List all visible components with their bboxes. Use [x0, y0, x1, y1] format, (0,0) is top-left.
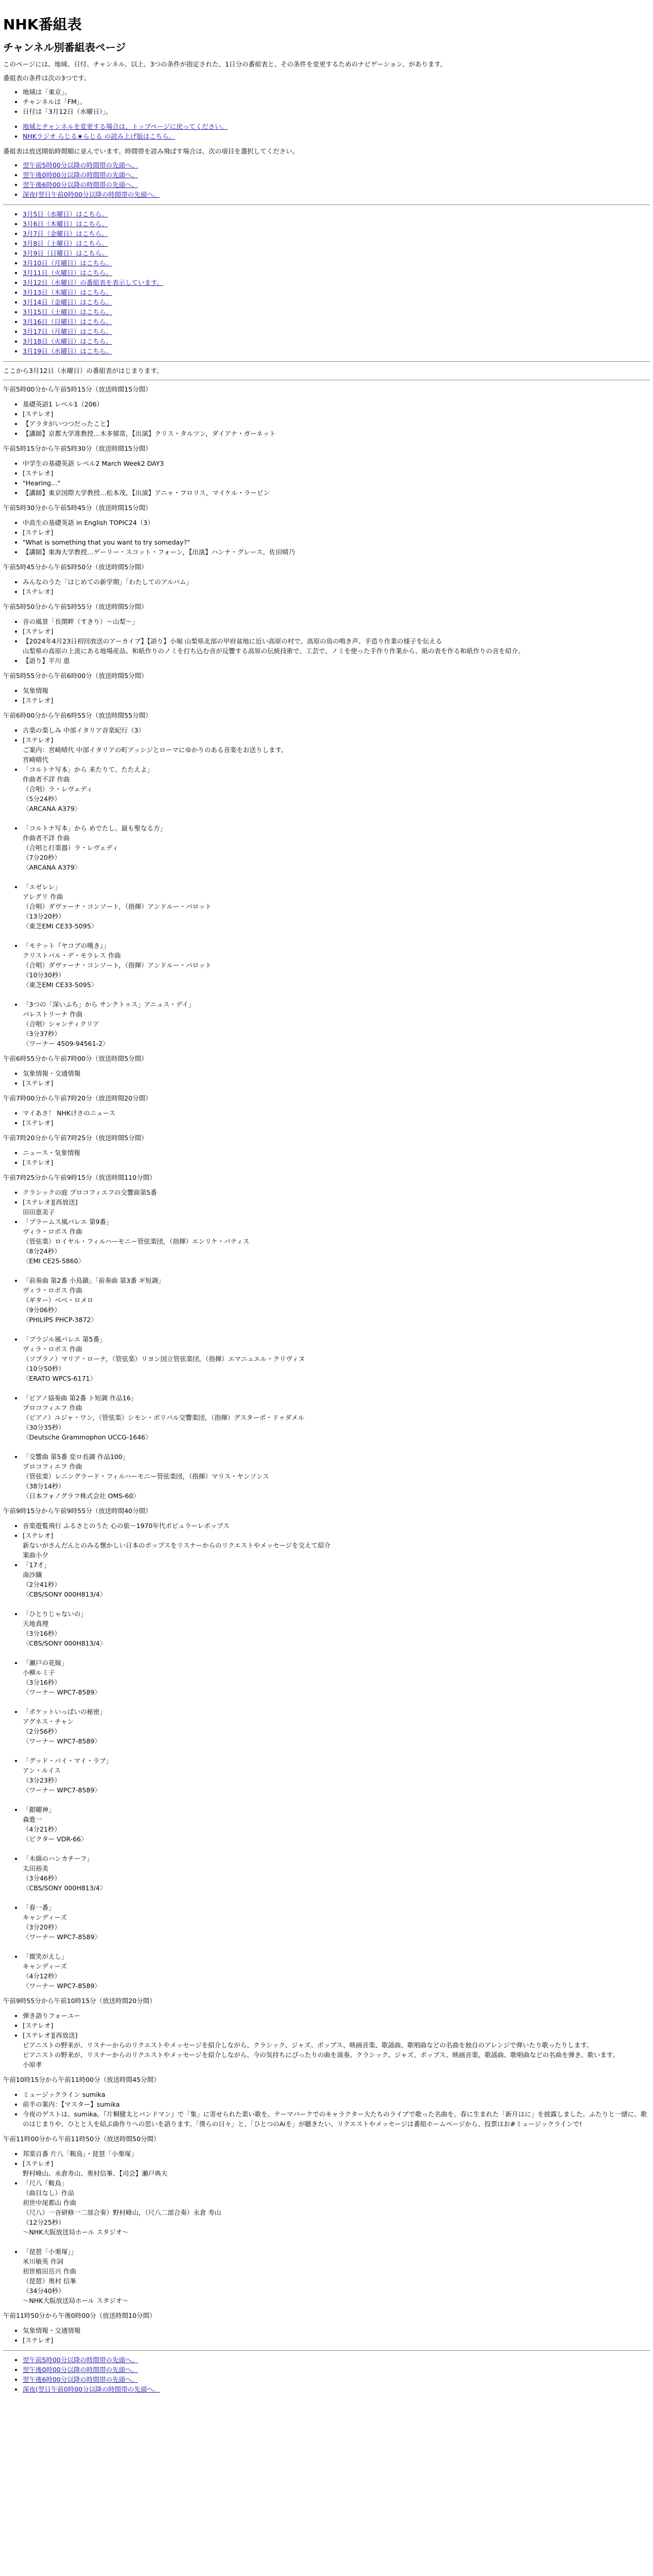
program-block — [3, 384, 650, 438]
program-time: 午前7時20分から午前7時25分（放送時間5分間） — [3, 1134, 148, 1142]
program-block — [3, 1054, 650, 1088]
program-title: • ミュージックライン sumika — [23, 2090, 650, 2099]
time-skip-item — [23, 170, 650, 180]
program-detail: • 「春一番」 — [23, 1903, 650, 1912]
program-title: • 基礎英語1 レベル1（206） — [23, 399, 650, 409]
program-detail: • 【講師】東京国際大学教授…松本茂，【出演】アニャ・フロリス，マイケル・ラービン — [23, 488, 650, 498]
program-title: • 邦楽百番 片八「鞍鳥」・琵琶「小栗塚」 — [23, 2149, 650, 2159]
program-detail: • 「尺八「鞍鳥」 — [23, 2178, 650, 2188]
program-time: 午前7時25分から午前9時15分（放送時間110分間） — [3, 1174, 156, 1181]
program-block — [3, 503, 650, 557]
program-detail: • 【講師】東海大学教授…ゲーリー・スコット・フォーン，【出演】ハンナ・グレース，佐田晴乃 — [23, 547, 650, 557]
program-detail: 森進一 — [23, 1816, 42, 1823]
program-title: • 音楽遊覧飛行 ふるさとのうた 心の旅〜1970年代ポピュラーレポップス — [23, 1521, 650, 1531]
date-item — [23, 317, 650, 327]
program-detail: 〈Deutsche Grammophon UCCG-1646〉 — [23, 1433, 152, 1441]
date-item — [23, 307, 650, 317]
program-detail-spacer — [23, 1648, 650, 1658]
program-detail: ヴィラ・ロボス 作曲 — [23, 1286, 82, 1294]
program-items — [3, 1108, 650, 1128]
date-link[interactable]: 3月11日（火曜日）はこちら。 — [23, 269, 112, 277]
program-detail: • 「前奏曲 第2番 小鳥鎮」「前奏曲 第3番 ギ短調」 — [23, 1276, 650, 1285]
date-item — [23, 229, 650, 239]
program-detail: 案曲小夕 — [23, 1551, 49, 1559]
date-link[interactable]: 3月9日（日曜日）はこちら。 — [23, 249, 108, 257]
footer-time-link-morning[interactable]: 翌午前5時00分以降の時間帯の先頭へ。 — [23, 2356, 138, 2364]
program-items — [3, 1188, 650, 1501]
program-items — [3, 459, 650, 498]
time-skip-item — [23, 160, 650, 170]
divider — [3, 361, 650, 362]
program-detail: • 【2024年4月23日初回放送のアーカイブ】【語り】小堀 山梨県北部の甲府盆地に近い高原の村で。高原の鳥の鳴き声、手造り作業の様子を伝える — [23, 636, 650, 646]
program-detail-spacer — [23, 1795, 650, 1805]
time-link-noon[interactable]: 翌午後0時00分以降の時間帯の先頭へ。 — [23, 171, 138, 179]
program-detail: • 「3つの「深いふち」から サンクトゥス」アニュス・デイ」 — [23, 999, 650, 1009]
program-detail: アン・ルイス — [23, 1767, 61, 1774]
program-detail: • 「微笑がえし」 — [23, 1952, 650, 1961]
program-time: 午前6時00分から午前6時55分（放送時間55分間） — [3, 711, 152, 719]
time-skip-item — [23, 2384, 650, 2394]
page-subtitle: チャンネル別番組表ページ — [3, 41, 126, 54]
program-block — [3, 1173, 650, 1501]
program-detail: • 「17才」 — [23, 1560, 650, 1570]
program-detail: （管弦楽）ロイヤル・フィルハーモニー管弦楽団，（指揮）エンリケ・バティス — [23, 1238, 250, 1245]
date-item — [23, 297, 650, 307]
program-detail: • [ステレオ] — [23, 1118, 650, 1128]
program-detail: 新ないがさんだんとのみる懐かしい日本のポップスをリスナーからのリクエストやメッセージを交えて紹介 — [23, 1541, 331, 1549]
program-detail: （合唱）ダヴァーナ・コンソート，（指揮）アンドルー・パロット — [23, 961, 212, 969]
program-detail: 〈CBS/SONY 000H813/4〉 — [23, 1884, 107, 1892]
program-detail: 小柳ルミ子 — [23, 1669, 55, 1676]
program-detail: 〈ARCANA A379〉 — [23, 863, 81, 871]
program-detail: （30分35秒） — [23, 1423, 65, 1431]
program-detail-spacer — [23, 1442, 650, 1452]
date-item — [23, 287, 650, 297]
program-detail: 〈ERATO WPCS-6171〉 — [23, 1375, 96, 1382]
program-detail: • 【語り】平川 恵 — [23, 656, 650, 666]
footer-time-link-evening[interactable]: 翌午後6時00分以降の時間帯の先頭へ。 — [23, 2376, 138, 2383]
program-detail: （10分30秒） — [23, 971, 65, 979]
date-link[interactable]: 3月7日（金曜日）はこちら。 — [23, 230, 108, 238]
program-detail: 〈PHILIPS PHCP-3872〉 — [23, 1316, 97, 1324]
program-detail: （7分20秒） — [23, 854, 61, 861]
program-detail-spacer — [23, 1942, 650, 1952]
program-detail: （9分06秒） — [23, 1306, 61, 1314]
program-detail: 〈CBS/SONY 000H813/4〉 — [23, 1590, 107, 1598]
date-item — [23, 327, 650, 336]
program-detail: ヴィラ・ロボス 作曲 — [23, 1345, 82, 1353]
program-detail: • 「エゼレレ」 — [23, 882, 650, 892]
program-detail: （12分25秒） — [23, 2218, 65, 2226]
program-block — [3, 1506, 650, 1991]
page-title: NHK番組表 — [3, 16, 82, 33]
program-detail: （琵琶）奥村 信峯 — [23, 2277, 76, 2285]
program-detail: （3分16秒） — [23, 1630, 61, 1637]
program-title: • みんなのうた「はじめての新学期」「わたしてのアルバム」 — [23, 577, 650, 587]
program-detail: 初世植田岳兴 作曲 — [23, 2267, 76, 2275]
program-detail: （3分46秒） — [23, 1874, 61, 1882]
program-detail: （4分12秒） — [23, 1972, 61, 1980]
program-detail: 〈日本フォノグラフ株式会社 OMS-60〉 — [23, 1492, 140, 1500]
time-skip-links — [3, 160, 650, 199]
program-detail: • [ステレオ] — [23, 1531, 650, 1540]
program-items — [3, 2090, 650, 2129]
date-item — [23, 209, 650, 219]
date-item — [23, 346, 650, 356]
program-detail: 〈ワーナー WPC7-8589〉 — [23, 1982, 101, 1990]
program-title: • 中高生の基礎英語 in English TOPIC24（3） — [23, 518, 650, 528]
program-detail: ヴィラ・ロボス 作曲 — [23, 1228, 82, 1235]
program-items — [3, 1521, 650, 1991]
program-detail: （34分40秒） — [23, 2287, 65, 2295]
footer-time-link-noon[interactable]: 翌午後0時00分以降の時間帯の先頭へ。 — [23, 2366, 138, 2374]
program-detail: • 「琵琶「小栗塚」」 — [23, 2247, 650, 2257]
program-items — [3, 725, 650, 1048]
program-detail: • [ステレオ] — [23, 468, 650, 478]
program-detail: • 今夜のゲストは、sumika。『片桐健太とバンドマン』で「集」に寄せられた楽い歌を、テーマパークでのキャラクター大たちのライブで歌った名曲を。春に生まれた「新月はに」を披露しました。ふたりと一緒に、歌のはじまりや、ひとと人を結ぶ曲作りへの思いを語ります。「僕らの日々」と、「ひとつのAiを」が聴きたい、リクエストやメッセージは番組ホームページから、投票はお#ミュージックラインで! — [23, 2109, 650, 2129]
program-detail: • 「モテット『ヤコブの嘆き』」 — [23, 941, 650, 951]
program-detail: （3分20秒） — [23, 1923, 61, 1931]
program-items — [3, 686, 650, 705]
program-title: • 弾き語りフォーユー — [23, 2011, 650, 2021]
program-detail: • 「ピアノ協奏曲 第2番 ト短調 作品16」 — [23, 1393, 650, 1403]
program-detail: • [ステレオ] — [23, 528, 650, 537]
program-detail: • 「ブラジル風バレエ 第5番」 — [23, 1334, 650, 1344]
program-detail: （3分37秒） — [23, 1030, 61, 1038]
program-detail: （合唱）シャンティクリア — [23, 1020, 99, 1028]
program-detail: • [ステレオ] — [23, 409, 650, 419]
conditions-heading: 番組表の条件は次の3つです。 — [3, 74, 91, 82]
program-detail: （ギター）ベベ・ロメロ — [23, 1296, 94, 1304]
program-detail: （管弦楽）レニングラード・フィルハーモニー管弦楽団，（指揮）マリス・ヤンソンス — [23, 1472, 269, 1480]
program-detail: 〈EMI CE25-5860〉 — [23, 1257, 85, 1265]
program-title: • クラシックの庭 プロコフィエフの交響曲第5番 — [23, 1188, 650, 1197]
program-detail: プロコフィエフ 作曲 — [23, 1404, 82, 1412]
program-detail: • [ステレオ] — [23, 1078, 650, 1088]
date-link[interactable]: 3月17日（月曜日）はこちら。 — [23, 328, 112, 335]
program-time: 午前5時30分から午前5時45分（放送時間15分間） — [3, 504, 152, 512]
program-block — [3, 2075, 650, 2129]
program-detail: （ソプラノ）マリア・ローナ，（管弦楽）リヨン国立管弦楽団，（指揮）エマニュエル・クリヴィヌ — [23, 1355, 305, 1363]
program-detail: 〈東芝EMI CE33-5095〉 — [23, 922, 98, 930]
program-items — [3, 577, 650, 597]
date-link[interactable]: 3月19日（水曜日）はこちら。 — [23, 347, 112, 355]
program-detail: 作曲者不詳 作曲 — [23, 775, 70, 783]
program-detail: （8分24秒） — [23, 1247, 61, 1255]
program-block — [3, 1996, 650, 2070]
program-detail: 山梨県の高原の上流にある地場産品、和紙作りのノミを打ち込む音が反響する高原の伝統技術で、工芸で、ノミを使った手作り作業から、紙の表を作る和紙作りの音を紹介。 — [23, 647, 525, 655]
program-detail: • 【アラタがいつつだったこと】 — [23, 419, 650, 429]
program-detail: • 「瀬戸の花嫁」 — [23, 1658, 650, 1668]
program-items — [3, 1069, 650, 1088]
nav-links — [3, 122, 650, 141]
program-detail: （合唱）ラ・レヴェディ — [23, 785, 93, 793]
program-detail: • [ステレオ][再放送] — [23, 1197, 650, 1207]
program-time: 午前5時15分から午前5時30分（放送時間15分間） — [3, 445, 152, 452]
program-detail-spacer — [23, 990, 650, 999]
date-link[interactable]: 3月5日（水曜日）はこちら。 — [23, 210, 108, 218]
program-detail: • [ステレオ][再放送] — [23, 2030, 650, 2040]
program-detail: 太田裕美 — [23, 1865, 49, 1872]
divider — [3, 2350, 650, 2351]
program-detail: 〜NHK大阪放送局ホール スタジオ〜 — [23, 2228, 129, 2236]
date-item — [23, 258, 650, 268]
top-page-link[interactable]: 地域とチャンネルを変更する場合は、トップページに戻ってください。 — [23, 123, 228, 130]
program-detail: • [ステレオ] — [23, 2159, 650, 2168]
program-detail: （合唱）ダヴァーナ・コンソート，（指揮）アンドルー・パロット — [23, 903, 212, 910]
program-block — [3, 444, 650, 498]
program-items — [3, 2326, 650, 2345]
program-detail: 〈ワーナー WPC7-8589〉 — [23, 1786, 101, 1794]
date-item — [23, 336, 650, 346]
program-detail: （合唱と打楽器）ラ・レヴェディ — [23, 844, 119, 852]
program-detail: • [ステレオ] — [23, 735, 650, 745]
program-block — [3, 562, 650, 597]
program-detail: 〈CBS/SONY 000H813/4〉 — [23, 1639, 107, 1647]
program-detail: • 「木綿のハンカチーフ」 — [23, 1854, 650, 1863]
date-link[interactable]: 3月15日（土曜日）はこちら。 — [23, 308, 112, 316]
program-detail: クリストバル・デ・モラレス 作曲 — [23, 952, 121, 959]
program-block — [3, 2134, 650, 2306]
date-links — [3, 209, 650, 356]
conditions-list — [3, 87, 650, 116]
program-detail: 小原孝 — [23, 2061, 42, 2069]
program-detail: • [ステレオ] — [23, 626, 650, 636]
program-detail: 〈ワーナー 4509-94561-2〉 — [23, 1040, 109, 1047]
time-skip-item — [23, 2355, 650, 2365]
date-link[interactable]: 3月13日（木曜日）はこちら。 — [23, 289, 112, 296]
date-link[interactable]: 3月8日（土曜日）はこちら。 — [23, 240, 108, 247]
program-detail: 田田恵美子 — [23, 1208, 55, 1216]
program-items — [3, 399, 650, 438]
program-block — [3, 710, 650, 1048]
program-title: • マイあさ！ NHKけさのニュース — [23, 1108, 650, 1118]
program-detail-spacer — [23, 1266, 650, 1276]
program-detail: アグネス・チャン — [23, 1718, 74, 1725]
footer-time-links — [3, 2355, 650, 2394]
program-detail: 天地真理 — [23, 1620, 49, 1628]
program-detail: 作曲者不詳 作曲 — [23, 834, 70, 842]
program-block — [3, 2311, 650, 2345]
program-detail: • [ステレオ] — [23, 696, 650, 705]
program-detail: • [ステレオ] — [23, 587, 650, 597]
date-link[interactable]: 3月12日（水曜日）の番組表を表示しています。 — [23, 279, 163, 286]
time-link-midnight[interactable]: 深夜(翌日午前0時00分以降の時間帯の先頭へ。 — [23, 191, 160, 198]
time-skip-item — [23, 180, 650, 190]
program-detail-spacer — [23, 814, 650, 823]
program-detail: ご案内：宮崎晴代 中部イタリアの町アッシジとローマにゆかりのある音楽をお送りします。 — [23, 746, 288, 754]
program-detail: （2分56秒） — [23, 1727, 61, 1735]
program-detail: （13分20秒） — [23, 912, 65, 920]
program-title: • 前半の案内：【マスター】sumika — [23, 2099, 650, 2109]
program-detail: • 「コルトナ写本」から めでたし、最も聖なる方」 — [23, 823, 650, 833]
program-detail: ピアニストの野来が、リスナーからのリクエストやメッセージを紹介しながら、クラシック、ジャズ、ポップス、映画音楽、歌謡曲、歌唱曲などの名曲を独自のアレンジで弾いたり歌ったりします。 — [23, 2041, 593, 2049]
program-detail-spacer — [23, 1325, 650, 1334]
program-time: 午前5時55分から午前6時00分（放送時間5分間） — [3, 672, 148, 680]
program-title: • 気象情報・交通情報 — [23, 1069, 650, 1078]
program-detail: • [ステレオ] — [23, 2021, 650, 2030]
program-time: 午前11時50分から午後0時00分（放送時間10分間） — [3, 2312, 156, 2319]
date-item — [23, 219, 650, 229]
program-time: 午前6時55分から午前7時00分（放送時間5分間） — [3, 1055, 148, 1062]
program-detail: パレストリーナ 作曲 — [23, 1010, 83, 1018]
program-detail: 宮崎晴代 — [23, 756, 49, 764]
program-detail: キャンディーズ — [23, 1962, 67, 1970]
date-link[interactable]: 3月14日（金曜日）はこちら。 — [23, 298, 112, 306]
program-detail: • 「コルトナ写本」から 来たりて、たたえよ」 — [23, 765, 650, 774]
nav-item — [23, 122, 650, 131]
program-detail: （10分50秒） — [23, 1365, 65, 1372]
program-time: 午前7時00分から午前7時20分（放送時間20分間） — [3, 1094, 152, 1102]
program-detail: • 「ひとりじゃないの」 — [23, 1609, 650, 1619]
program-title: • 気象情報・交通情報 — [23, 2326, 650, 2335]
date-item — [23, 248, 650, 258]
program-detail-spacer — [23, 1697, 650, 1707]
footer-time-link-midnight[interactable]: 深夜(翌日午前0時00分以降の時間帯の先頭へ。 — [23, 2385, 160, 2393]
program-detail: 初世中尾都山 作曲 — [23, 2199, 76, 2207]
program-detail: • "Hearing…" — [23, 478, 650, 488]
program-detail: （4分21秒） — [23, 1825, 61, 1833]
program-detail: 〈ワーナー WPC7-8589〉 — [23, 1933, 101, 1941]
program-detail: • "What is something that you want to try someday?" — [23, 537, 650, 547]
program-time: 午前10時15分から午前11時00分（放送時間45分間） — [3, 2076, 160, 2083]
program-detail: • 「交響曲 第5番 変ロ長調 作品100」 — [23, 1452, 650, 1462]
program-detail: （尺八）一音研修一二部合奏）野村峰山，（尺八二部合奏）永倉 寿山 — [23, 2209, 221, 2216]
program-block — [3, 602, 650, 666]
program-detail: （5分24秒） — [23, 795, 61, 803]
program-detail: 米川敏英 作詞 — [23, 2258, 63, 2265]
program-detail: 〈ARCANA A379〉 — [23, 805, 81, 812]
program-detail: （ピアノ）ユジャ・ワン，（管弦楽）シモン・ボリバル交響楽団，（指揮）グスターボ・ドゥダメル — [23, 1414, 304, 1421]
program-detail: （3分23秒） — [23, 1776, 61, 1784]
time-skip-item — [23, 190, 650, 199]
program-time: 午前5時50分から午前5時55分（放送時間5分間） — [3, 603, 148, 611]
program-detail: 〈東芝EMI CE33-5095〉 — [23, 981, 98, 989]
date-item — [23, 278, 650, 287]
program-block — [3, 1093, 650, 1128]
radiru-link[interactable]: NHKラジオ らじる★らじる の読み上げ版はこちら。 — [23, 132, 176, 140]
program-items — [3, 1148, 650, 1167]
date-link[interactable]: 3月6日（木曜日）はこちら。 — [23, 220, 108, 228]
program-time: 午前9時15分から午前9時55分（放送時間40分間） — [3, 1507, 152, 1515]
intro-text: このページには、地域、日付、チャンネル、以上、3つの条件が指定された、1日分の番組表と、その条件を変更するためのナビゲーション、があります。 — [3, 60, 447, 68]
program-detail-spacer — [23, 1746, 650, 1756]
program-detail-spacer — [23, 1893, 650, 1903]
program-detail-spacer — [23, 1383, 650, 1393]
program-block — [3, 1133, 650, 1167]
program-detail: 野村峰山、永倉寿山、奥村信峯、【司会】瀬戸典夫 — [23, 2170, 168, 2177]
program-detail: • 【講師】京都大学准教授…木多郁常，【出演】クリス・タルツン，ダイアナ・ガーネット — [23, 429, 650, 438]
program-detail: キャンディーズ — [23, 1913, 67, 1921]
nav-item — [23, 131, 650, 141]
program-detail: • 「グッド・バイ・マイ・ラブ」 — [23, 1756, 650, 1766]
time-skip-item — [23, 2365, 650, 2375]
program-detail: ピアニストの野来が、リスナーからのリクエストやメッセージを紹介しながら、今の気持ちにぴったりの曲を演奏、クラシック、ジャズ、ポップス、映画音楽、歌謡曲、歌唱曲などの名曲を弾き、歌います。 — [23, 2051, 619, 2059]
program-detail: 〈ワーナー WPC7-8589〉 — [23, 1688, 101, 1696]
program-detail: （2分41秒） — [23, 1581, 61, 1588]
date-link[interactable]: 3月16日（日曜日）はこちら。 — [23, 318, 112, 326]
date-item — [23, 239, 650, 248]
date-item — [23, 268, 650, 278]
program-time: 午前5時00分から午前5時15分（放送時間15分間） — [3, 385, 152, 393]
program-detail-spacer — [23, 931, 650, 941]
program-items — [3, 2149, 650, 2306]
date-link[interactable]: 3月18日（火曜日）はこちら。 — [23, 337, 112, 345]
program-detail-spacer — [23, 2237, 650, 2247]
program-detail: • 「ブラームス風バレエ 第9番」 — [23, 1217, 650, 1227]
time-link-morning[interactable]: 翌午前5時00分以降の時間帯の先頭へ。 — [23, 161, 138, 169]
program-detail-spacer — [23, 1599, 650, 1609]
program-title: • 古楽の楽しみ 中部イタリア音楽紀行（3） — [23, 725, 650, 735]
program-detail: 〈ワーナー WPC7-8589〉 — [23, 1737, 101, 1745]
program-detail: • 「ポケットいっぱいの秘密」 — [23, 1707, 650, 1717]
program-items — [3, 2011, 650, 2070]
program-detail: 〜NHK大阪放送局ホール スタジオ〜 — [23, 2297, 129, 2304]
program-time: 午前9時55分から午前10時15分（放送時間20分間） — [3, 1997, 156, 2005]
program-detail: プロコフィエフ 作曲 — [23, 1463, 82, 1470]
condition-region: • 地域は「東京」。 — [23, 87, 650, 97]
program-detail: アレグリ 作曲 — [23, 893, 63, 901]
program-detail-spacer — [23, 872, 650, 882]
program-detail-spacer — [23, 1844, 650, 1854]
program-detail: （曲目なし）作品 — [23, 2189, 75, 2197]
program-detail: 南沙織 — [23, 1571, 42, 1579]
program-title: • 気象情報 — [23, 686, 650, 696]
date-link[interactable]: 3月10日（月曜日）はこちら。 — [23, 259, 112, 267]
program-detail: 〈ビクター VDR-66〉 — [23, 1835, 88, 1843]
condition-date: • 日付は「3月12日（水曜日）」。 — [23, 107, 650, 116]
program-title: • 中学生の基礎英語 レベル2 March Week2 DAY3 — [23, 459, 650, 468]
program-items — [3, 617, 650, 666]
program-detail: （38分14秒） — [23, 1482, 65, 1490]
program-title: • 音の風景「長閑畔（すきり）〜山梨〜」 — [23, 617, 650, 626]
program-detail: （3分16秒） — [23, 1679, 61, 1686]
condition-channel: • チャンネルは「FM」。 — [23, 97, 650, 107]
time-link-evening[interactable]: 翌午後6時00分以降の時間帯の先頭へ。 — [23, 181, 138, 189]
program-items — [3, 518, 650, 557]
program-list — [3, 384, 650, 2345]
time-skip-item — [23, 2375, 650, 2384]
program-time: 午前5時45分から午前5時50分（放送時間5分間） — [3, 563, 148, 571]
program-detail: • [ステレオ] — [23, 2335, 650, 2345]
program-detail: • 「銀曜神」 — [23, 1805, 650, 1815]
program-block — [3, 671, 650, 705]
program-title: • ニュース・気象情報 — [23, 1148, 650, 1158]
program-time: 午前11時00分から午前11時50分（放送時間50分間） — [3, 2135, 160, 2143]
time-skip-note: 番組表は放送開始時間順に並んでいます。時間帯を読み飛ばす場合は、次の項目を選択してください。 — [3, 147, 299, 155]
program-detail: • [ステレオ] — [23, 1158, 650, 1167]
list-start-text: ここから3月12日（水曜日）の番組表がはじまります。 — [3, 367, 163, 375]
